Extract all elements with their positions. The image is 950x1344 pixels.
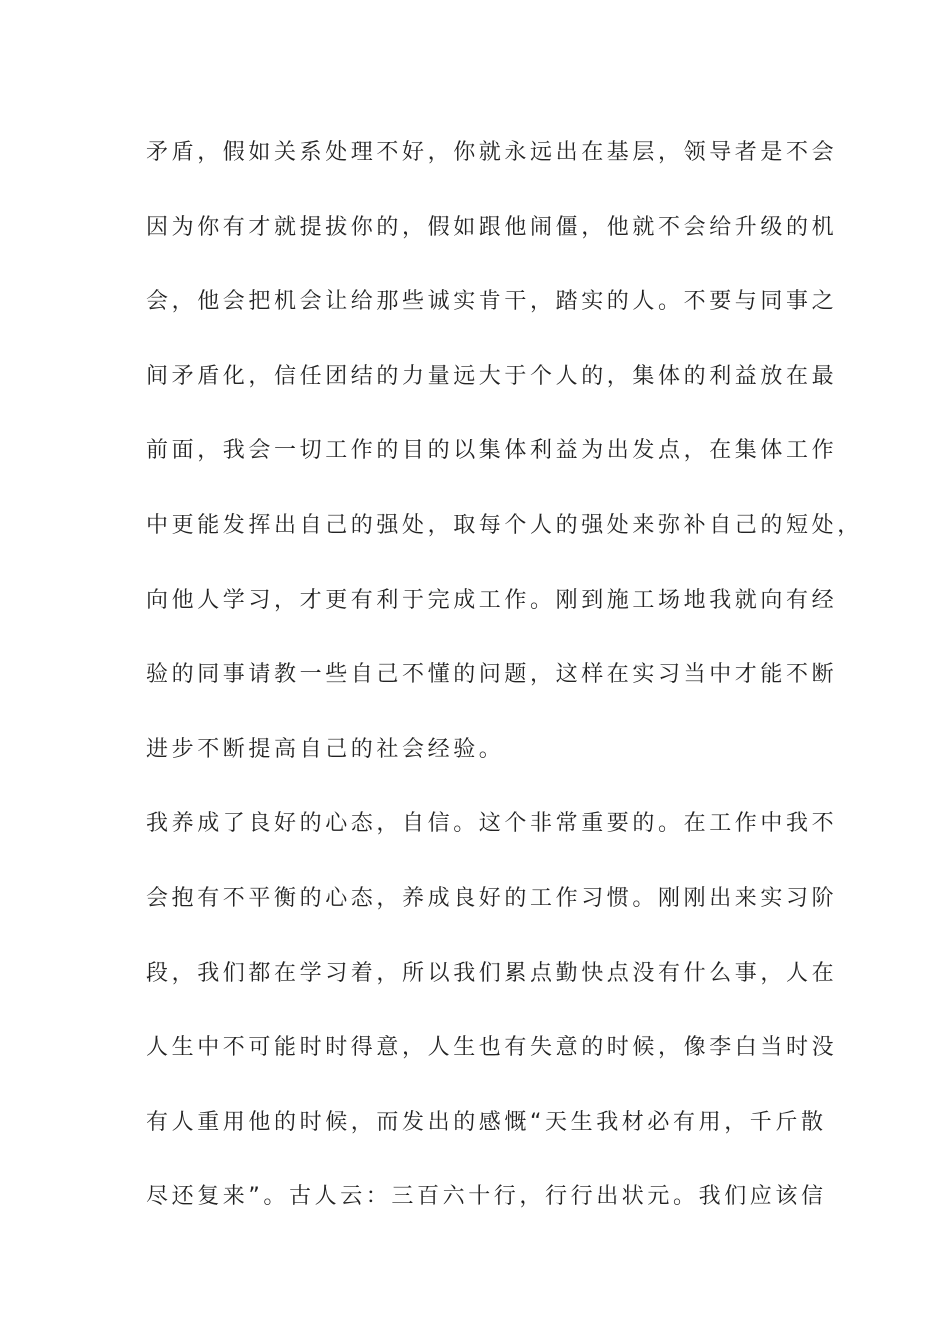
text-line: 间矛盾化，信任团结的力量远大于个人的，集体的利益放在最 (146, 363, 838, 389)
text-line: 中更能发挥出自己的强处，取每个人的强处来弥补自己的短处， (146, 512, 863, 538)
text-line: 因为你有才就提拔你的，假如跟他闹僵，他就不会给升级的机 (146, 214, 838, 240)
text-line: 尽还复来”。古人云：三百六十行，行行出状元。我们应该信 (146, 1184, 827, 1210)
text-line: 向他人学习，才更有利于完成工作。刚到施工场地我就向有经 (146, 587, 838, 613)
text-line: 有人重用他的时候，而发出的感慨“天生我材必有用，千斤散 (146, 1109, 827, 1135)
text-line: 进步不断提高自己的社会经验。 (146, 736, 505, 762)
text-line: 前面，我会一切工作的目的以集体利益为出发点，在集体工作 (146, 438, 838, 464)
text-line: 人生中不可能时时得意，人生也有失意的时候，像李白当时没 (146, 1035, 838, 1061)
text-line: 验的同事请教一些自己不懂的问题，这样在实习当中才能不断 (146, 662, 838, 688)
text-line: 会，他会把机会让给那些诚实肯干，踏实的人。不要与同事之 (146, 289, 838, 315)
text-line: 我养成了良好的心态，自信。这个非常重要的。在工作中我不 (146, 811, 838, 837)
text-line: 矛盾，假如关系处理不好，你就永远出在基层，领导者是不会 (146, 140, 838, 165)
text-line: 会抱有不平衡的心态，养成良好的工作习惯。刚刚出来实习阶 (146, 885, 838, 911)
text-line: 段，我们都在学习着，所以我们累点勤快点没有什么事，人在 (146, 960, 838, 986)
body-text (146, 131, 863, 1250)
